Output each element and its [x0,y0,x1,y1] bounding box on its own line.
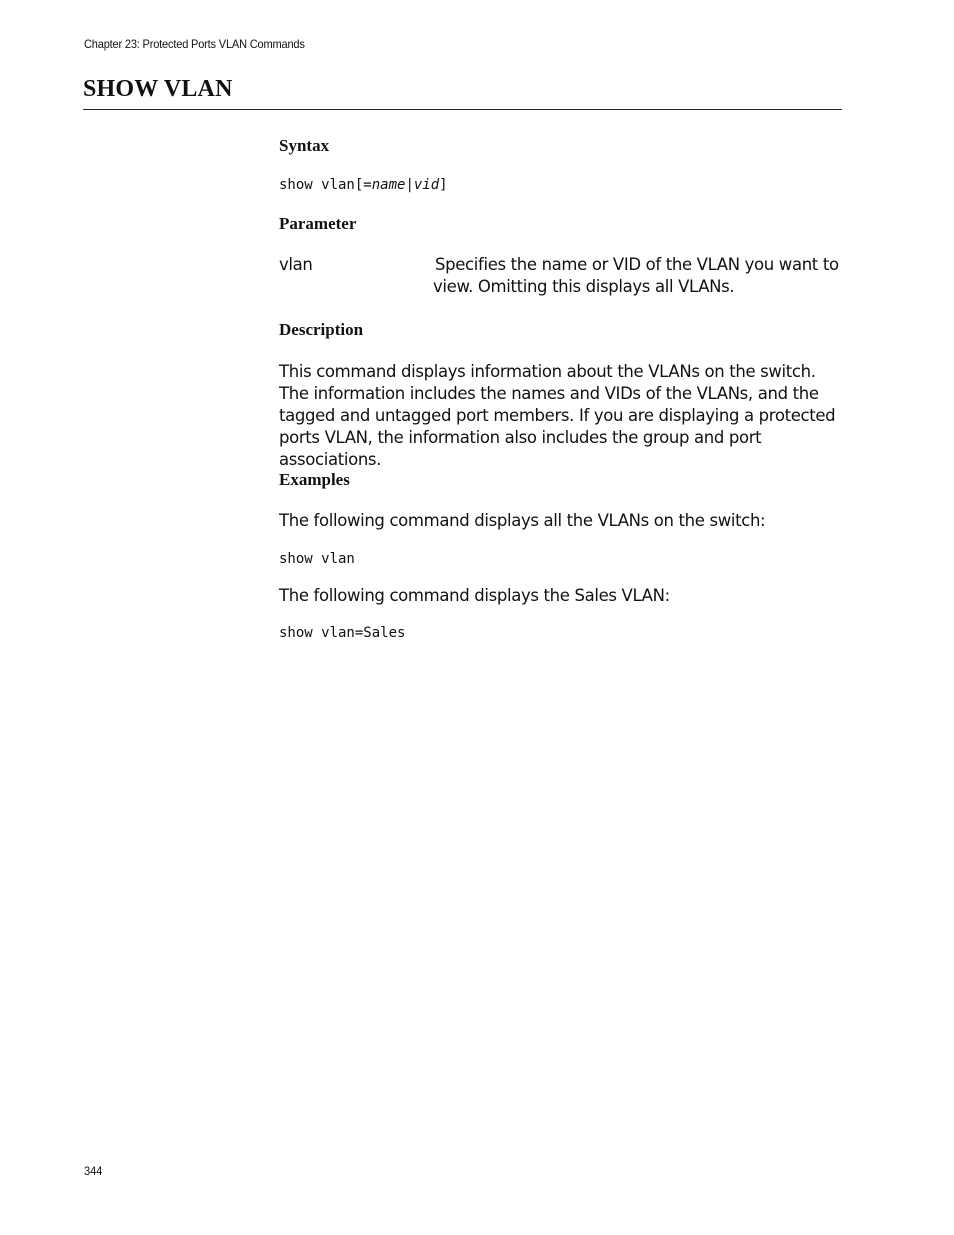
description-text: This command displays information about the VLANs on the switch. The information includes the names and VIDs of the VLANs, and the tagged and untagged port members. If you are displaying a protected ports VLAN, the information also includes the group and port associations. [279,362,836,469]
example-2-code: show vlan=Sales [279,625,406,641]
syntax-separator: | [405,177,414,193]
description-heading: Description [279,320,364,339]
page-number: 344 [84,1164,103,1178]
parameter-heading: Parameter [279,214,357,233]
syntax-command-prefix: show vlan[= [279,177,372,193]
parameter-description: Specifies the name or VID of the VLAN you want to view. Omitting this displays all VLANs. [433,255,839,296]
example-1-text: The following command displays all the VLANs on the switch: [279,511,766,530]
page-title: SHOW VLAN [83,76,233,102]
syntax-command [279,177,448,193]
examples-heading: Examples [279,470,350,489]
title-rule [83,109,842,110]
example-1-code: show vlan [279,551,355,567]
parameter-name: vlan [279,255,313,274]
syntax-param-vid: vid [413,177,440,193]
syntax-command-suffix: ] [439,177,448,193]
syntax-param-name: name [371,177,406,193]
syntax-heading: Syntax [279,136,330,155]
example-2-text: The following command displays the Sales VLAN: [279,586,670,605]
running-header: Chapter 23: Protected Ports VLAN Commands [84,37,305,51]
